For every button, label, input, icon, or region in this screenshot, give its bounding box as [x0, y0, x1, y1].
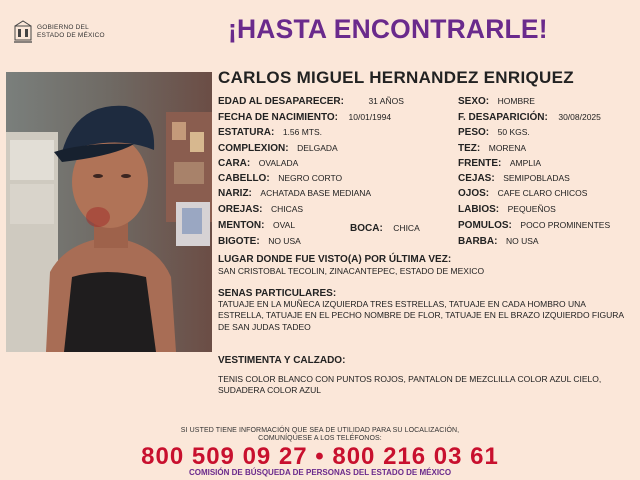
clothing-text: TENIS COLOR BLANCO CON PUNTOS ROJOS, PANTALON DE MEZCLILLA COLOR AZUL CIELO, SUDADERA COLOR AZUL — [218, 374, 602, 396]
field-value: OVAL — [273, 220, 296, 230]
field-label: EDAD AL DESAPARECER: — [218, 96, 344, 107]
logo-line-2: ESTADO DE MÉXICO — [37, 32, 105, 39]
field-value: NO USA — [505, 236, 539, 246]
field-value: SEMIPOBLADAS — [503, 173, 570, 183]
field-label: OJOS: — [458, 188, 490, 199]
marks-text: TATUAJE EN LA MUÑECA IZQUIERDA TRES ESTRELLAS, TATUAJE EN CADA HOMBRO UNA ESTRELLA, TATUAJE EN EL PECHO NOMBRE DE FLOR, TATUAJE EN EL BRAZO IZQUIERDO FIGURA DE SAN JUDAS TADEO — [218, 299, 624, 332]
field-label: FRENTE: — [458, 158, 502, 169]
footer-note-line-2: COMUNÍQUESE A LOS TELÉFONOS: — [258, 435, 382, 442]
field-ojos — [458, 188, 587, 199]
phone-numbers: 800 509 09 27 • 800 216 03 61 — [141, 443, 499, 470]
government-logo — [12, 20, 112, 46]
field-nacimiento — [218, 112, 391, 123]
field-barba — [458, 236, 539, 247]
field-label: MENTON: — [218, 220, 265, 231]
person-photo-illustration — [6, 72, 212, 352]
field-value: 31 AÑOS — [368, 96, 404, 106]
state-emblem-icon — [12, 20, 34, 44]
field-edad — [218, 96, 404, 107]
field-boca — [350, 223, 420, 234]
last-seen-title: LUGAR DONDE FUE VISTO(A) POR ÚLTIMA VEZ: — [218, 254, 452, 265]
field-bigote — [218, 236, 301, 247]
field-label: NARIZ: — [218, 188, 252, 199]
field-value: NEGRO CORTO — [278, 173, 343, 183]
field-label: F. DESAPARICIÓN: — [458, 112, 548, 123]
field-cabello — [218, 173, 342, 184]
field-label: BIGOTE: — [218, 236, 260, 247]
field-nariz — [218, 188, 371, 199]
field-cara — [218, 158, 298, 169]
field-label: LABIOS: — [458, 204, 500, 215]
field-value: PEQUEÑOS — [507, 204, 556, 214]
headline: ¡HASTA ENCONTRARLE! — [228, 14, 548, 44]
field-value: 50 KGS. — [497, 127, 530, 137]
field-frente — [458, 158, 541, 169]
field-value: 10/01/1994 — [348, 112, 392, 122]
field-label: BOCA: — [350, 223, 383, 234]
field-value: NO USA — [268, 236, 301, 246]
field-label: OREJAS: — [218, 204, 263, 215]
field-value: CHICA — [393, 223, 420, 233]
field-value: 30/08/2025 — [558, 112, 601, 122]
field-menton — [218, 220, 295, 231]
field-orejas — [218, 204, 303, 215]
field-value: OVALADA — [258, 158, 299, 168]
field-value: ACHATADA BASE MEDIANA — [260, 188, 372, 198]
field-label: ESTATURA: — [218, 127, 275, 138]
field-value: HOMBRE — [497, 96, 535, 106]
field-value: CHICAS — [270, 204, 304, 214]
field-labios — [458, 204, 556, 215]
field-estatura — [218, 127, 322, 138]
field-label: TEZ: — [458, 143, 481, 154]
field-value: POCO PROMINENTES — [520, 220, 611, 230]
field-label: POMULOS: — [458, 220, 512, 231]
field-value: CAFE CLARO CHICOS — [497, 188, 588, 198]
field-value: MORENA — [488, 143, 527, 153]
clothing-title: VESTIMENTA Y CALZADO: — [218, 355, 346, 366]
marks-title: SENAS PARTICULARES: — [218, 288, 337, 299]
field-label: FECHA DE NACIMIENTO: — [218, 112, 338, 123]
field-tez — [458, 143, 526, 154]
field-label: PESO: — [458, 127, 490, 138]
field-label: BARBA: — [458, 236, 498, 247]
field-label: SEXO: — [458, 96, 490, 107]
field-value: 1.56 MTS. — [282, 127, 323, 137]
field-peso — [458, 127, 530, 138]
field-sexo — [458, 96, 535, 107]
field-complexion — [218, 143, 338, 154]
field-value: DELGADA — [297, 143, 338, 153]
commission-name: COMISIÓN DE BÚSQUEDA DE PERSONAS DEL ESTADO DE MÉXICO — [188, 468, 452, 477]
last-seen-text: SAN CRISTOBAL TECOLIN, ZINACANTEPEC, ESTADO DE MEXICO — [218, 266, 485, 276]
footer-note-line-1: SI USTED TIENE INFORMACIÓN QUE SEA DE UTILIDAD PARA SU LOCALIZACIÓN, — [180, 427, 460, 434]
person-photo — [6, 72, 212, 352]
field-label: COMPLEXION: — [218, 143, 289, 154]
field-desaparicion — [458, 112, 601, 123]
person-name: CARLOS MIGUEL HERNANDEZ ENRIQUEZ — [218, 68, 574, 87]
field-value: AMPLIA — [509, 158, 542, 168]
field-pomulos — [458, 220, 610, 231]
field-label: CEJAS: — [458, 173, 495, 184]
field-label: CARA: — [218, 158, 251, 169]
logo-line-1: GOBIERNO DEL — [37, 24, 89, 31]
field-cejas — [458, 173, 570, 184]
field-label: CABELLO: — [218, 173, 270, 184]
